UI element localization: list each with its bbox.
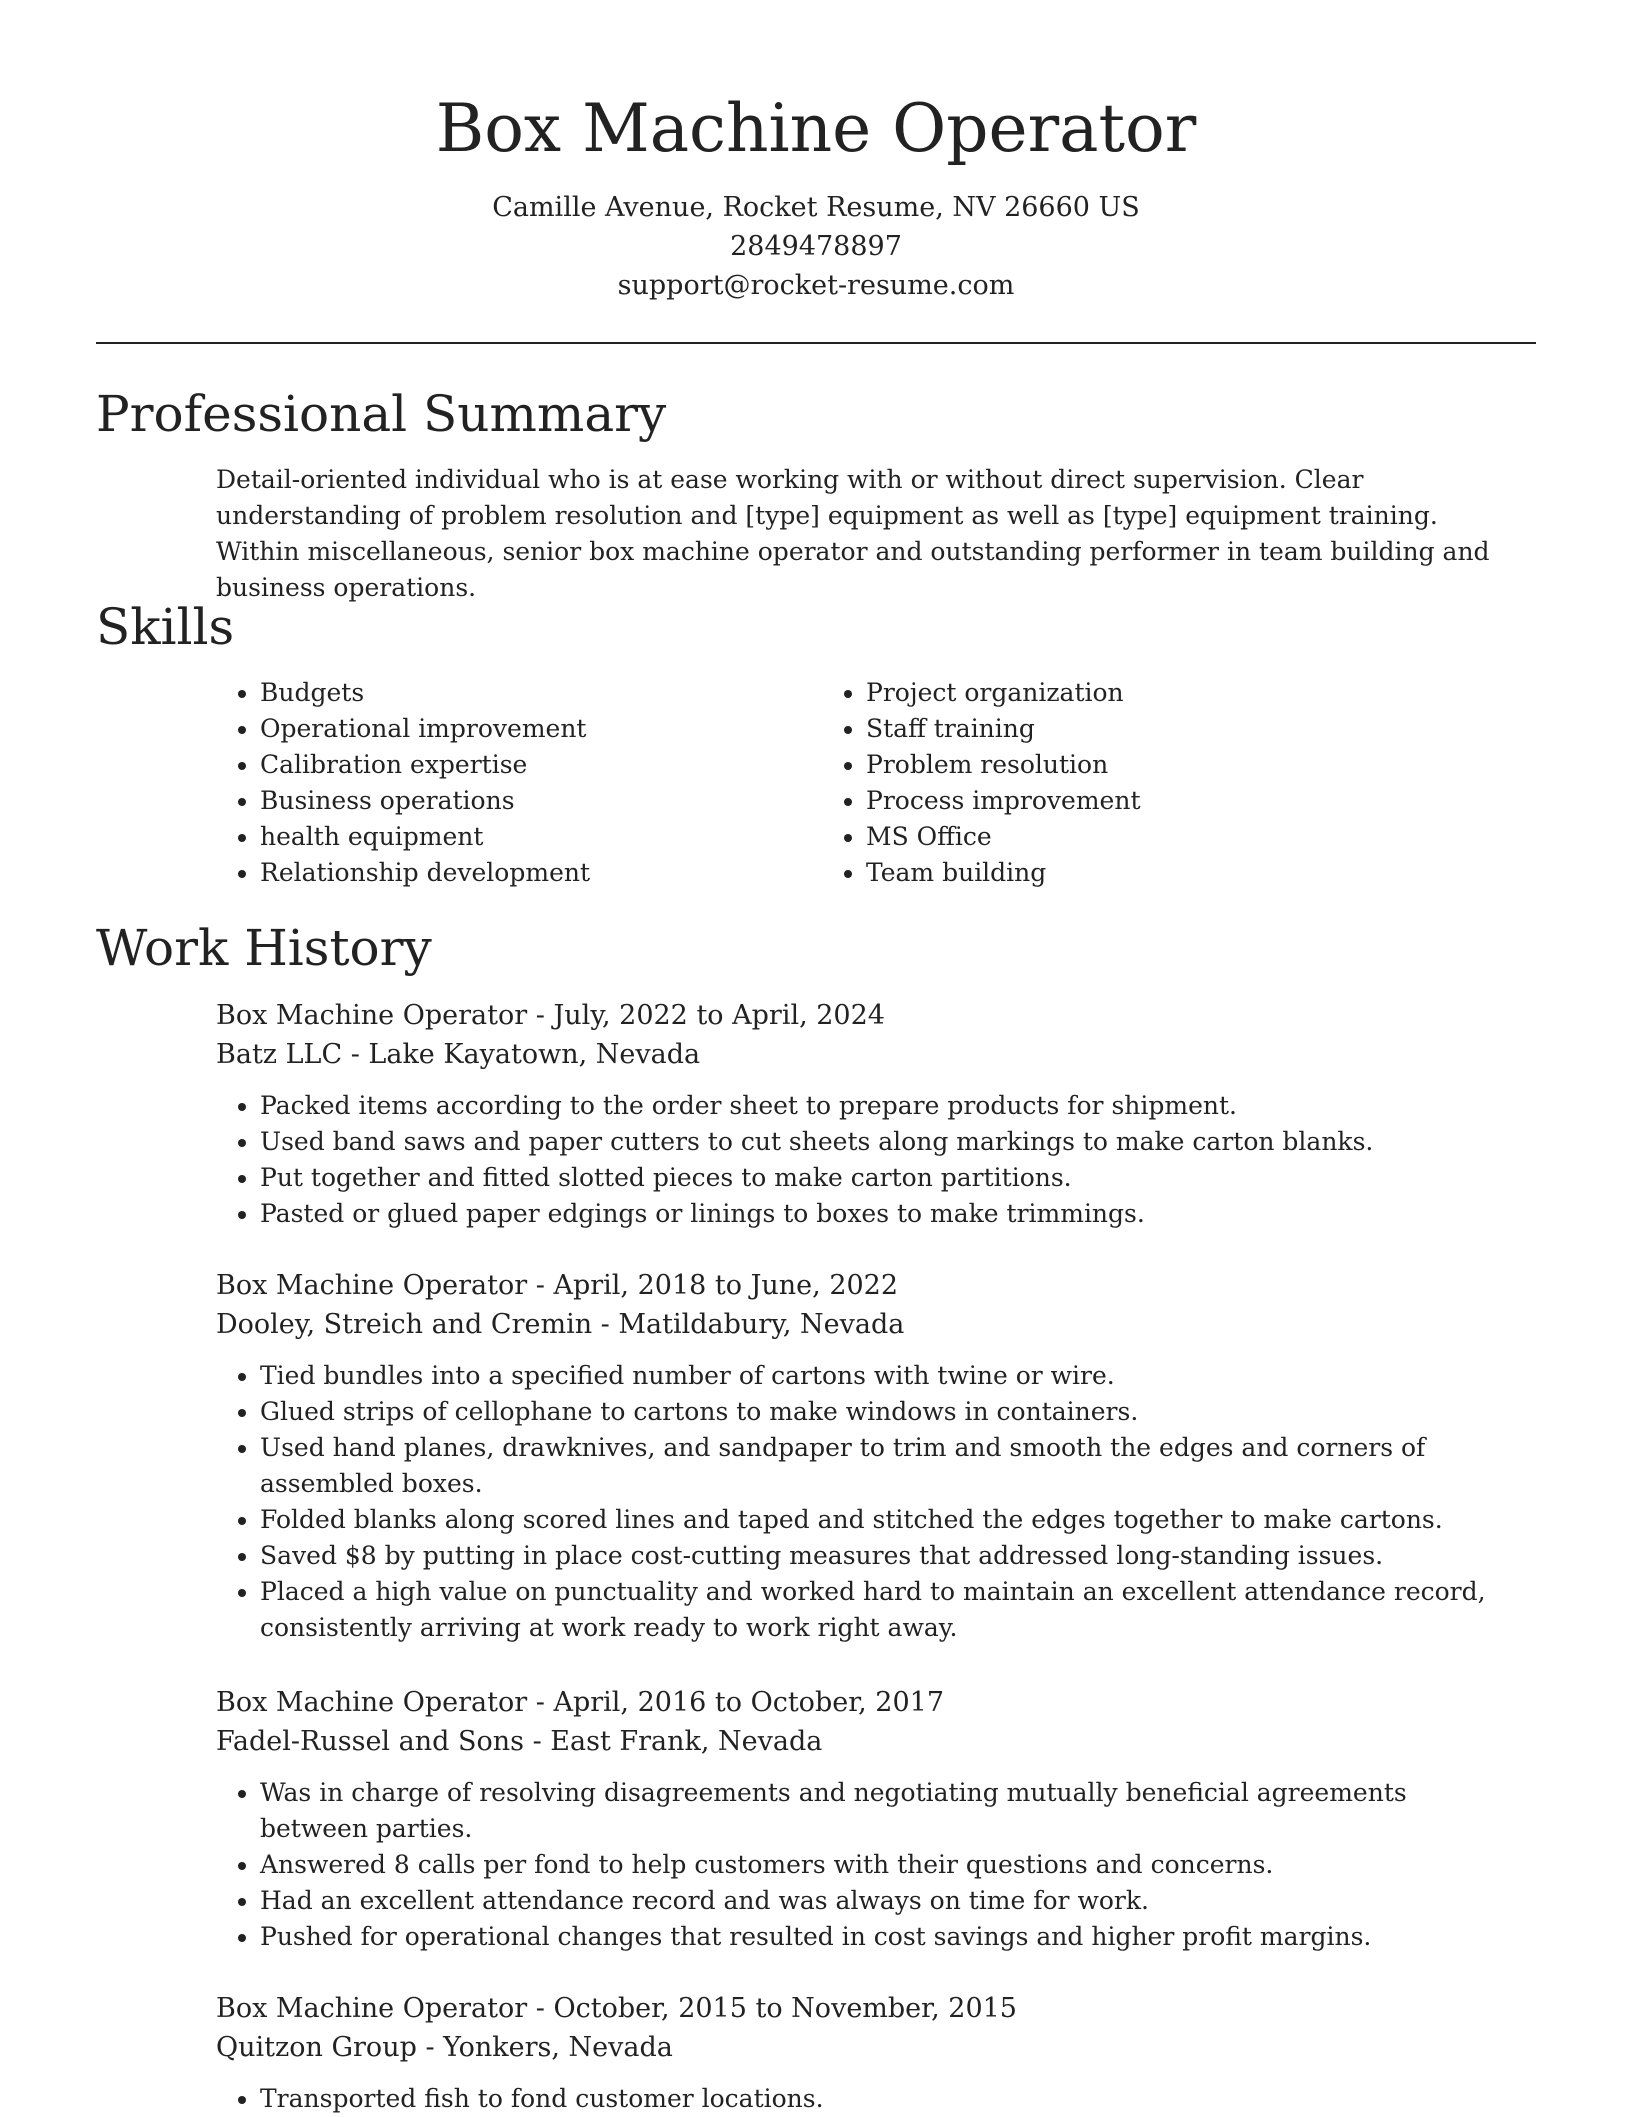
job-dates: April, 2016 to October, 2017 [553, 1687, 945, 1718]
summary-heading: Professional Summary [96, 385, 667, 443]
job-location: East Frank, Nevada [550, 1726, 823, 1757]
job-company: Fadel-Russel and Sons [216, 1726, 524, 1757]
job-bullet: • Pasted or glued paper edgings or linings to boxes to make trimmings. [260, 1196, 1516, 1232]
job-bullet: • Used band saws and paper cutters to cut sheets along markings to make carton blanks. [260, 1124, 1516, 1160]
job-bullet: • Placed a high value on punctuality and worked hard to maintain an excellent attendance record, consistently arriving at work ready to work right away. [260, 1574, 1516, 1646]
job-entry [216, 1266, 1516, 1646]
job-bullet: • Tied bundles into a specified number of cartons with twine or wire. [260, 1358, 1516, 1394]
job-title: Box Machine Operator [216, 1993, 528, 2024]
job-bullets [216, 1775, 1516, 1955]
job-title: Box Machine Operator [216, 1687, 528, 1718]
job-location: Yonkers, Nevada [443, 2032, 673, 2063]
skills-column-left [216, 675, 822, 891]
job-title: Box Machine Operator [216, 1270, 528, 1301]
work-history-heading: Work History [96, 919, 432, 977]
job-title-line: Box Machine Operator - April, 2016 to October, 2017 [216, 1687, 945, 1718]
job-bullet: • Answered 8 calls per fond to help customers with their questions and concerns. [260, 1847, 1516, 1883]
job-dates: July, 2022 to April, 2024 [553, 1000, 885, 1031]
skill-item: • Relationship development [260, 855, 822, 891]
job-dates: April, 2018 to June, 2022 [553, 1270, 899, 1301]
contact-address: Camille Avenue, Rocket Resume, NV 26660 US [492, 192, 1140, 223]
job-entry [216, 1683, 1516, 1955]
skill-item: • Operational improvement [260, 711, 822, 747]
job-title-line: Box Machine Operator - July, 2022 to April, 2024 [216, 1000, 885, 1031]
skill-item: • MS Office [866, 819, 1428, 855]
job-bullet: • Glued strips of cellophane to cartons to make windows in containers. [260, 1394, 1516, 1430]
job-location: Matildabury, Nevada [618, 1309, 905, 1340]
job-bullet: • Was in charge of resolving disagreements and negotiating mutually beneficial agreements between parties. [260, 1775, 1516, 1847]
contact-phone: 2849478897 [730, 231, 902, 262]
job-bullet: • Transported fish to fond customer locations. [260, 2081, 1516, 2117]
job-bullet: • Pushed for operational changes that resulted in cost savings and higher profit margins. [260, 1919, 1516, 1955]
job-bullet: • Put together and fitted slotted pieces to make carton partitions. [260, 1160, 1516, 1196]
job-company-line: Quitzon Group - Yonkers, Nevada [216, 2032, 673, 2063]
skill-item: • health equipment [260, 819, 822, 855]
job-bullet: • Had an excellent attendance record and was always on time for work. [260, 1883, 1516, 1919]
job-company: Dooley, Streich and Cremin [216, 1309, 593, 1340]
skill-item: • Calibration expertise [260, 747, 822, 783]
skills-column-right [822, 675, 1428, 891]
skill-item: • Budgets [260, 675, 822, 711]
job-company: Batz LLC [216, 1039, 343, 1070]
job-title-line: Box Machine Operator - April, 2018 to June, 2022 [216, 1270, 899, 1301]
job-entry [216, 996, 1516, 1232]
contact-email: support@rocket-resume.com [617, 270, 1015, 301]
header-divider [96, 342, 1536, 344]
skill-item: • Process improvement [866, 783, 1428, 819]
candidate-title: Box Machine Operator [435, 90, 1197, 167]
job-bullet: • Packed items according to the order sheet to prepare products for shipment. [260, 1088, 1516, 1124]
job-title-line: Box Machine Operator - October, 2015 to November, 2015 [216, 1993, 1017, 2024]
job-company-line: Dooley, Streich and Cremin - Matildabury, Nevada [216, 1309, 905, 1340]
job-dates: October, 2015 to November, 2015 [553, 1993, 1017, 2024]
resume-header [0, 0, 1632, 305]
skills-heading: Skills [96, 598, 235, 656]
skills-list [216, 675, 1516, 891]
job-location: Lake Kayatown, Nevada [368, 1039, 701, 1070]
job-bullet: • Saved $8 by putting in place cost-cutting measures that addressed long-standing issues. [260, 1538, 1516, 1574]
job-company-line: Fadel-Russel and Sons - East Frank, Nevada [216, 1726, 823, 1757]
skill-item: • Problem resolution [866, 747, 1428, 783]
skill-item: • Project organization [866, 675, 1428, 711]
job-bullet: • Used hand planes, drawknives, and sandpaper to trim and smooth the edges and corners of assembled boxes. [260, 1430, 1516, 1502]
job-company: Quitzon Group [216, 2032, 417, 2063]
contact-block [0, 188, 1632, 305]
job-bullets [216, 1088, 1516, 1232]
job-company-line: Batz LLC - Lake Kayatown, Nevada [216, 1039, 701, 1070]
skill-item: • Business operations [260, 783, 822, 819]
summary-text: Detail-oriented individual who is at ease working with or without direct supervision. Clear understanding of problem resolution and [type] equipment as well as [type] equipment training. Within miscellaneous, senior box machine operator and outstanding performer in team building and business operations. [216, 465, 1490, 602]
job-entry [216, 1989, 1516, 2117]
job-bullet: • Folded blanks along scored lines and taped and stitched the edges together to make cartons. [260, 1502, 1516, 1538]
job-bullets [216, 1358, 1516, 1646]
skill-item: • Staff training [866, 711, 1428, 747]
skill-item: • Team building [866, 855, 1428, 891]
job-title: Box Machine Operator [216, 1000, 528, 1031]
